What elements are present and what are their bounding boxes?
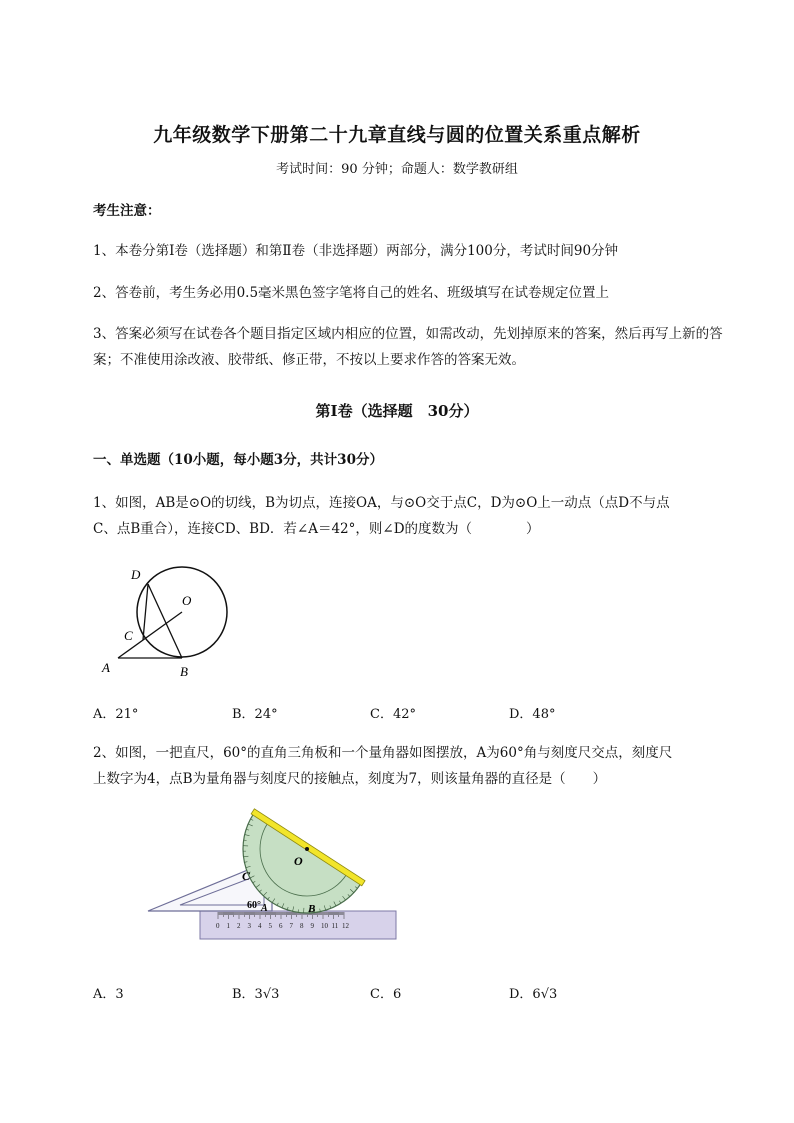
ruler-tick-label: 5 <box>268 922 272 930</box>
page-title: 九年级数学下册第二十九章直线与圆的位置关系重点解析 <box>153 124 641 146</box>
label-a: A <box>102 660 110 675</box>
ruler-tick-label: 12 <box>342 922 349 930</box>
label-b: B <box>180 664 188 679</box>
ruler-tick-label: 10 <box>321 922 328 930</box>
q2-stem-line1: 2、如图，一把直尺，60°的直角三角板和一个量角器如图摆放，A为60°角与刻度尺交点，刻度尺 <box>93 745 673 761</box>
label-a2: A <box>261 903 268 914</box>
q2-option-c[interactable]: C．6 <box>370 987 402 1002</box>
ruler-tick-label: 1 <box>226 922 230 930</box>
q1-stem-line1: 1、如图，AB是⊙O的切线，B为切点，连接OA，与⊙O交于点C，D为⊙O上一动点（点D不与点 <box>93 495 670 511</box>
ruler-tick-label: 0 <box>216 922 220 930</box>
ruler-tick-label: 6 <box>279 922 283 930</box>
q1-option-d[interactable]: D．48° <box>509 707 556 722</box>
ruler-tick-label: 2 <box>237 922 241 930</box>
q1-option-c[interactable]: C．42° <box>370 707 416 722</box>
q1-option-b[interactable]: B．24° <box>232 707 278 722</box>
label-o: O <box>182 593 192 608</box>
ruler-tick-label: 11 <box>331 922 339 930</box>
ruler-tick-label: 9 <box>310 922 314 930</box>
q1-stem-line2: C、点B重合），连接CD、BD．若∠A＝42°，则∠D的度数为（ ） <box>93 521 540 537</box>
exam-info: 考试时间：90 分钟；命题人：数学教研组 <box>276 162 518 177</box>
notice-item-1: 1、本卷分第Ⅰ卷（选择题）和第Ⅱ卷（非选择题）两部分，满分100分，考试时间90分钟 <box>93 243 619 259</box>
ruler-tick-label: 8 <box>300 922 304 930</box>
angle-label: 60° <box>247 900 261 911</box>
label-b2: B <box>308 903 316 915</box>
label-c: C <box>124 628 133 643</box>
q2-option-d[interactable]: D．6√3 <box>509 987 558 1002</box>
label-c2: C <box>242 869 251 883</box>
q2-stem-line2: 上数字为4，点B为量角器与刻度尺的接触点，刻度为7，则该量角器的直径是（ ） <box>93 771 607 787</box>
label-o2: O <box>294 854 303 868</box>
notice-item-3: 3、答案必须写在试卷各个题目指定区域内相应的位置，如需改动，先划掉原来的答案，然后再写上新的答案；不准使用涂改液、胶带纸、修正带，不按以上要求作答的答案无效。 <box>93 326 723 368</box>
ruler-tick-label: 4 <box>258 922 262 930</box>
q2-figure <box>140 808 405 948</box>
ruler-tick-label: 3 <box>247 922 251 930</box>
section-title: 第Ⅰ卷（选择题 30分） <box>315 402 479 420</box>
part-heading: 一、单选题（10小题，每小题3分，共计30分） <box>93 452 383 468</box>
q2-option-b[interactable]: B．3√3 <box>232 987 280 1002</box>
q2-option-a[interactable]: A．3 <box>93 987 124 1002</box>
q1-figure <box>96 560 236 685</box>
notice-item-2: 2、答卷前，考生务必用0.5毫米黑色签字笔将自己的姓名、班级填写在试卷规定位置上 <box>93 285 610 301</box>
notice-heading: 考生注意： <box>93 203 161 219</box>
label-d: D <box>131 567 141 582</box>
q1-option-a[interactable]: A．21° <box>93 707 139 722</box>
segment-cd <box>143 584 148 640</box>
point-o <box>305 847 309 851</box>
ruler-tick-label: 7 <box>289 922 293 930</box>
